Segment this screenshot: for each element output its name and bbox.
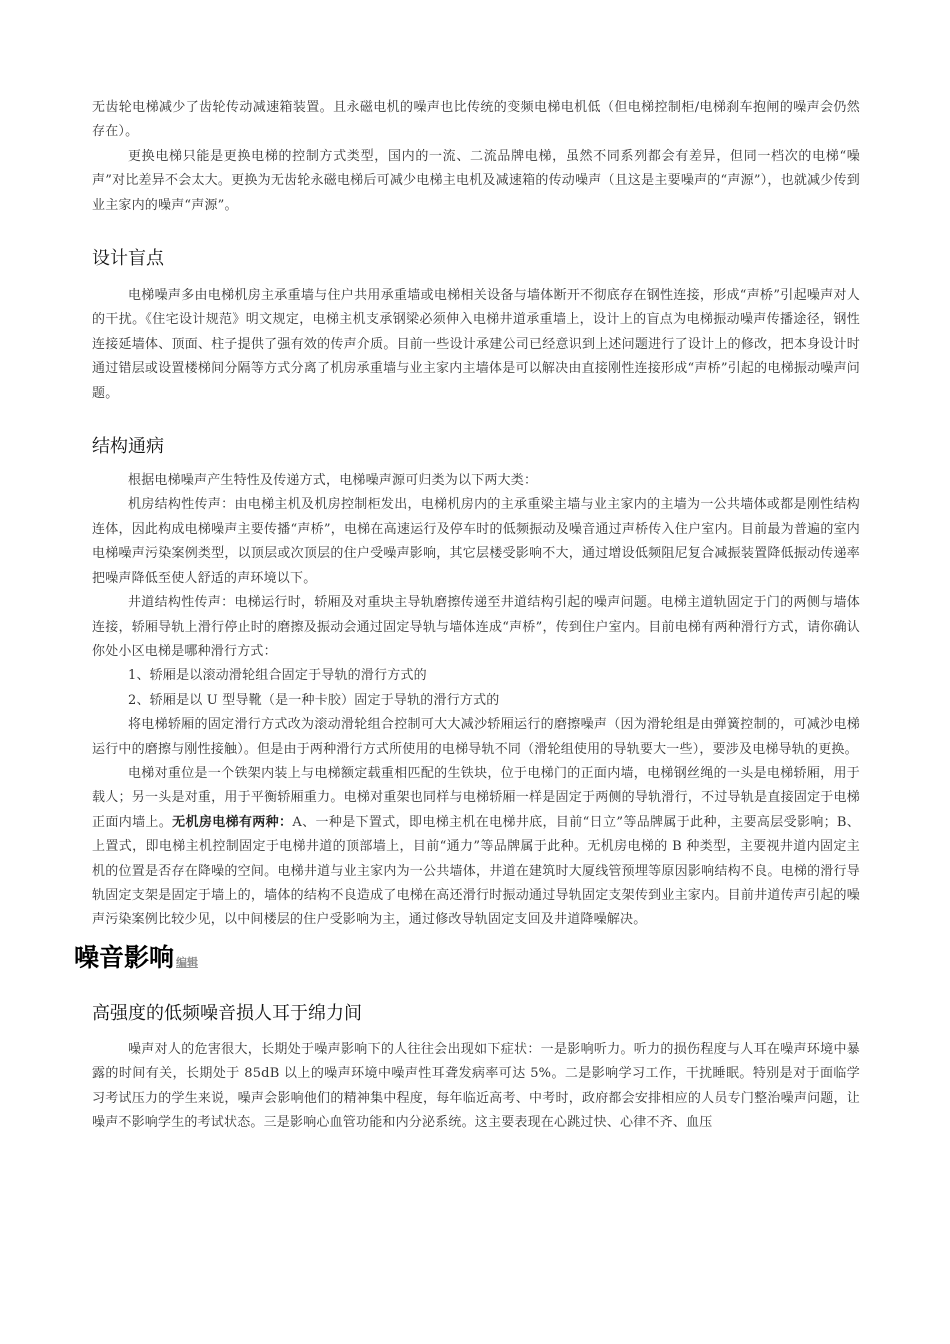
- section-heading-structure: 结构通病: [92, 436, 164, 458]
- paragraph-text: A、一种是下置式，即电梯主机在电梯井底，目前“日立”等品牌属于此种，主要高层受影响；B、上置式，即电梯主机控制固定于电梯井道的顶部墙上，目前“通力”等品牌属于此种。无机房电梯的 B 种类型，主要视井道内固定主机的位置是否存在降噪的空间。电梯井道与业主家内为一公共墙体，井道在建筑时大厦线管预埋等原因影响结构不良。电梯的滑行导轨固定支架是固定于墙上的，墙体的结构不良造成了电梯在高还滑行时振动通过导轨固定支架传到业主家内。目前井道传声引起的噪声污染案例比较少见，以中间楼层的住户受影响为主，通过修改导轨固定支回及井道降噪解决。: [92, 814, 860, 928]
- list-item: 1、轿厢是以滚动滑轮组合固定于导轨的滑行方式的: [128, 668, 427, 684]
- list-item: 2、轿厢是以 U 型导靴（是一种卡胶）固定于导轨的滑行方式的: [128, 692, 500, 708]
- document-body: [74, 96, 860, 1135]
- paragraph: 根据电梯噪声产生特性及传递方式，电梯噪声源可归类为以下两大类：: [128, 473, 538, 489]
- paragraph: [92, 762, 860, 933]
- paragraph: 电梯噪声多由电梯机房主承重墙与住户共用承重墙或电梯相关设备与墙体断开不彻底存在钢性连接，形成“声桥”引起噪声对人的干扰。《住宅设计规范》明文规定，电梯主机支承钢梁必须伸入电梯井道承重墙上，设计上的盲点为电梯振动噪声传播途径，钢性连接延墙体、顶面、柱子提供了强有效的传声介质。目前一些设计承建公司已经意识到上述问题进行了设计上的修改，把本身设计时通过错层或设置楼梯间分隔等方式分离了机房承重墙与业主家内主墙体是可以解决由直接刚性连接形成“声桥”引起的电梯振动噪声问题。: [92, 288, 860, 401]
- paragraph: 噪声对人的危害很大，长期处于噪声影响下的人往往会出现如下症状：一是影响听力。听力的损伤程度与人耳在噪声环境中暴露的时间有关，长期处于 85dB 以上的噪声环境中噪声性耳聋发病率可达 5%。二是影响学习工作，干扰睡眠。特别是对于面临学习考试压力的学生来说，噪声会影响他们的精神集中程度，每年临近高考、中考时，政府都会安排相应的人员专门整治噪声问题，让噪声不影响学生的考试状态。三是影响心血管功能和内分泌系统。这主要表现在心跳过快、心律不齐、血压: [92, 1041, 860, 1130]
- paragraph-text: 电梯对重位是一个铁架内装上与电梯额定载重相匹配的生铁块，位于电梯门的正面内墙，电梯钢丝绳的一头是电梯轿厢，用于载人；另一头是对重，用于平衡轿厢重力。电梯对重架也同样与电梯轿厢一样是固定于两侧的导轨滑行，不过导轨是直接固定于电梯正面内墙上。: [92, 765, 860, 830]
- paragraph: 井道结构性传声：电梯运行时，轿厢及对重块主导轨磨擦传递至井道结构引起的噪声问题。电梯主道轨固定于门的两侧与墙体连接，轿厢导轨上滑行停止时的磨擦及振动会通过固定导轨与墙体连成“声桥”，传到住户室内。目前电梯有两种滑行方式，请你确认你处小区电梯是哪种滑行方式：: [92, 595, 860, 659]
- paragraph: 无齿轮电梯减少了齿轮传动减速箱装置。且永磁电机的噪声也比传统的变频电梯电机低（但电梯控制柜/电梯刹车抱闸的噪声会仍然存在）。: [92, 100, 860, 140]
- bold-text: 无机房电梯有两种：: [172, 814, 293, 830]
- subsection-heading: 高强度的低频噪音损人耳于绵力间: [92, 1002, 362, 1024]
- paragraph: 更换电梯只能是更换电梯的控制方式类型，国内的一流、二流品牌电梯，虽然不同系列都会有差异，但同一档次的电梯“噪声”对比差异不会太大。更换为无齿轮永磁电梯后可减少电梯主电机及减速箱的传动噪声（且这是主要噪声的“声源”），也就减少传到业主家内的噪声“声源”。: [92, 148, 860, 213]
- paragraph: 将电梯轿厢的固定滑行方式改为滚动滑轮组合控制可大大减沙轿厢运行的磨擦噪声（因为滑轮组是由弹簧控制的，可减沙电梯运行中的磨擦与刚性接触）。但是由于两种滑行方式所使用的电梯导轨不同（滑轮组使用的导轨要大一些），要涉及电梯导轨的更换。: [92, 717, 860, 757]
- paragraph: 机房结构性传声：由电梯主机及机房控制柜发出，电梯机房内的主承重梁主墙与业主家内的主墙为一公共墙体或都是刚性结构连体，因此构成电梯噪声主要传播“声桥”，电梯在高速运行及停车时的低频振动及噪音通过声桥传入住户室内。目前最为普遍的室内电梯噪声污染案例类型，以顶层或次顶层的住户受噪声影响，其它层楼受影响不大，通过增设低频阻尼复合减振装置降低振动传递率把噪声降低至使人舒适的声环境以下。: [92, 497, 860, 586]
- section-heading-impact: [74, 941, 842, 980]
- section-heading-design: 设计盲点: [92, 248, 164, 270]
- edit-link[interactable]: 编辑: [176, 955, 199, 969]
- heading-text: 噪音影响: [74, 942, 175, 972]
